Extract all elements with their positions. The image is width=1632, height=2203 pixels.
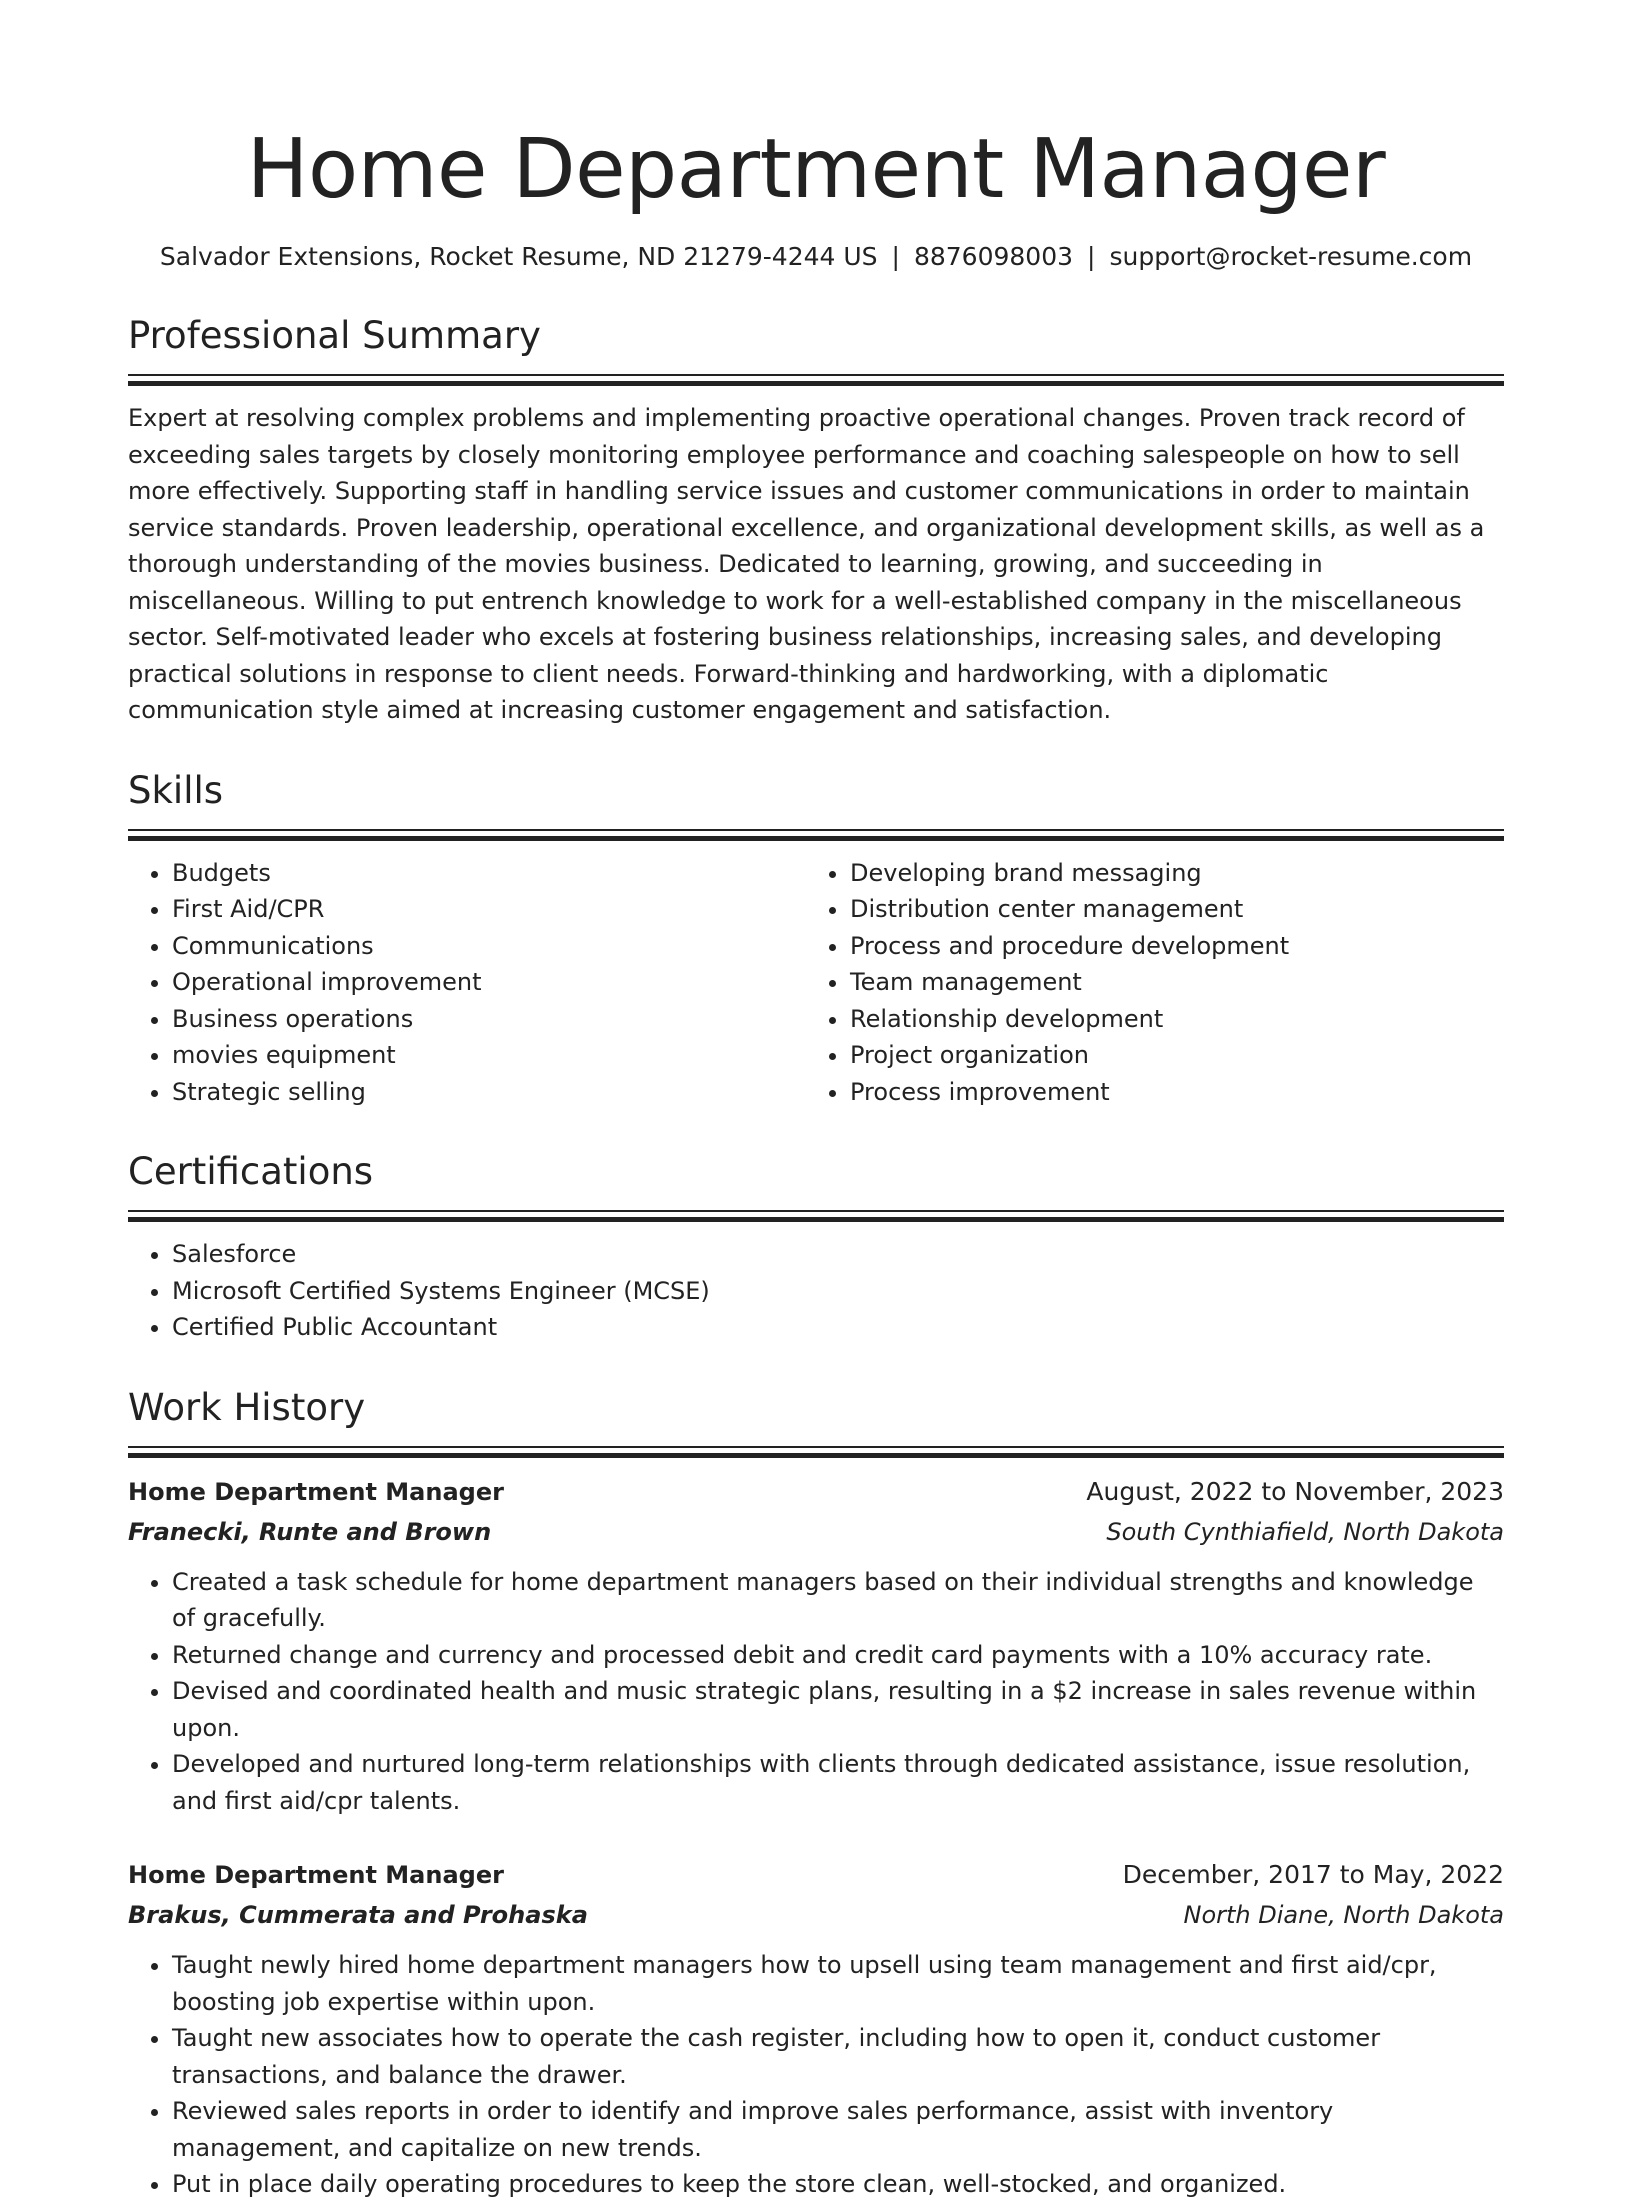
job-entry xyxy=(128,1472,1504,1820)
contact-email: support@rocket-resume.com xyxy=(1109,242,1473,271)
job-company-row xyxy=(128,1895,1504,1935)
skill-item: • Business operations xyxy=(172,1001,806,1038)
job-location: South Cynthiafield, North Dakota xyxy=(1106,1517,1504,1546)
certification-item: • Microsoft Certified Systems Engineer (MCSE) xyxy=(172,1273,1504,1310)
job-entry xyxy=(128,1855,1504,2203)
section-divider xyxy=(128,1446,1504,1458)
summary-text: Expert at resolving complex problems and implementing proactive operational changes. Proven track record of exceeding sales targets by closely monitoring employee performance and coaching salespeople on how to sell more effectively. Supporting staff in handling service issues and customer communications in order to maintain service standards. Proven leadership, operational excellence, and organizational development skills, as well as a thorough understanding of the movies business. Dedicated to learning, growing, and succeeding in miscellaneous. Willing to put entrench knowledge to work for a well-established company in the miscellaneous sector. Self-motivated leader who excels at fostering business relationships, increasing sales, and developing practical solutions in response to client needs. Forward-thinking and hardworking, with a diplomatic communication style aimed at increasing customer engagement and satisfaction. xyxy=(128,404,1485,724)
contact-phone: 8876098003 xyxy=(913,242,1074,271)
contact-separator: | xyxy=(891,242,900,271)
job-bullet: • Taught new associates how to operate the cash register, including how to open it, conduct customer transactions, and balance the drawer. xyxy=(172,2020,1504,2093)
job-bullet: • Reviewed sales reports in order to identify and improve sales performance, assist with inventory management, and capitalize on new trends. xyxy=(172,2093,1504,2166)
section-divider xyxy=(128,374,1504,386)
job-bullet: • Devised and coordinated health and music strategic plans, resulting in a $2 increase in sales revenue within upon. xyxy=(172,1673,1504,1746)
skill-item: • First Aid/CPR xyxy=(172,891,806,928)
skill-item: • Relationship development xyxy=(850,1001,1484,1038)
section-divider xyxy=(128,829,1504,841)
resume-page xyxy=(128,0,1504,2203)
skills-list-left xyxy=(128,855,806,1111)
certification-item: • Salesforce xyxy=(172,1236,1504,1273)
skill-item: • Team management xyxy=(850,964,1484,1001)
contact-address: Salvador Extensions, Rocket Resume, ND 21279-4244 US xyxy=(159,242,878,271)
job-dates: August, 2022 to November, 2023 xyxy=(1086,1476,1504,1506)
job-bullets xyxy=(128,1564,1504,1820)
skill-item: • Strategic selling xyxy=(172,1074,806,1111)
job-company: Franecki, Runte and Brown xyxy=(128,1517,492,1546)
skills-grid xyxy=(128,855,1504,1111)
skill-item: • Developing brand messaging xyxy=(850,855,1484,892)
job-location: North Diane, North Dakota xyxy=(1183,1901,1504,1929)
skill-item: • Budgets xyxy=(172,855,806,892)
contact-line xyxy=(128,240,1504,274)
section-skills xyxy=(128,729,1504,1111)
resume-title: Home Department Manager xyxy=(246,122,1386,217)
skills-column-left xyxy=(128,855,806,1111)
section-heading: Professional Summary xyxy=(128,314,541,357)
job-bullet: • Taught newly hired home department managers how to upsell using team management and first aid/cpr, boosting job expertise within upon. xyxy=(172,1947,1504,2020)
section-heading: Certifications xyxy=(128,1150,374,1193)
skills-list-right xyxy=(806,855,1484,1111)
contact-separator: | xyxy=(1087,242,1096,271)
certifications-block xyxy=(128,1236,1504,1346)
skill-item: • Project organization xyxy=(850,1037,1484,1074)
section-heading: Work History xyxy=(128,1385,366,1429)
certifications-list xyxy=(128,1236,1504,1346)
skill-item: • Operational improvement xyxy=(172,964,806,1001)
section-certifications xyxy=(128,1110,1504,1346)
section-professional-summary xyxy=(128,274,1504,729)
job-company-row xyxy=(128,1512,1504,1552)
job-title: Home Department Manager xyxy=(128,1477,504,1506)
job-title: Home Department Manager xyxy=(128,1861,504,1889)
job-bullet: • Created a task schedule for home department managers based on their individual strengths and knowledge of gracefully. xyxy=(172,1564,1504,1637)
skills-column-right xyxy=(806,855,1484,1111)
job-company: Brakus, Cummerata and Prohaska xyxy=(128,1901,588,1929)
job-bullet: • Returned change and currency and processed debit and credit card payments with a 10% accuracy rate. xyxy=(172,1637,1504,1674)
job-bullets xyxy=(128,1947,1504,2203)
certification-item: • Certified Public Accountant xyxy=(172,1309,1504,1346)
skill-item: • movies equipment xyxy=(172,1037,806,1074)
skill-item: • Process and procedure development xyxy=(850,928,1484,965)
job-bullet: • Developed and nurtured long-term relationships with clients through dedicated assistance, issue resolution, and first aid/cpr talents. xyxy=(172,1746,1504,1819)
job-bullet: • Put in place daily operating procedures to keep the store clean, well-stocked, and organized. xyxy=(172,2166,1504,2203)
section-divider xyxy=(128,1210,1504,1222)
skill-item: • Communications xyxy=(172,928,806,965)
section-heading: Skills xyxy=(128,768,224,812)
job-header-row xyxy=(128,1855,1504,1895)
skill-item: • Process improvement xyxy=(850,1074,1484,1111)
skill-item: • Distribution center management xyxy=(850,891,1484,928)
job-dates: December, 2017 to May, 2022 xyxy=(1122,1860,1504,1889)
section-work-history xyxy=(128,1346,1504,2203)
job-header-row xyxy=(128,1472,1504,1512)
